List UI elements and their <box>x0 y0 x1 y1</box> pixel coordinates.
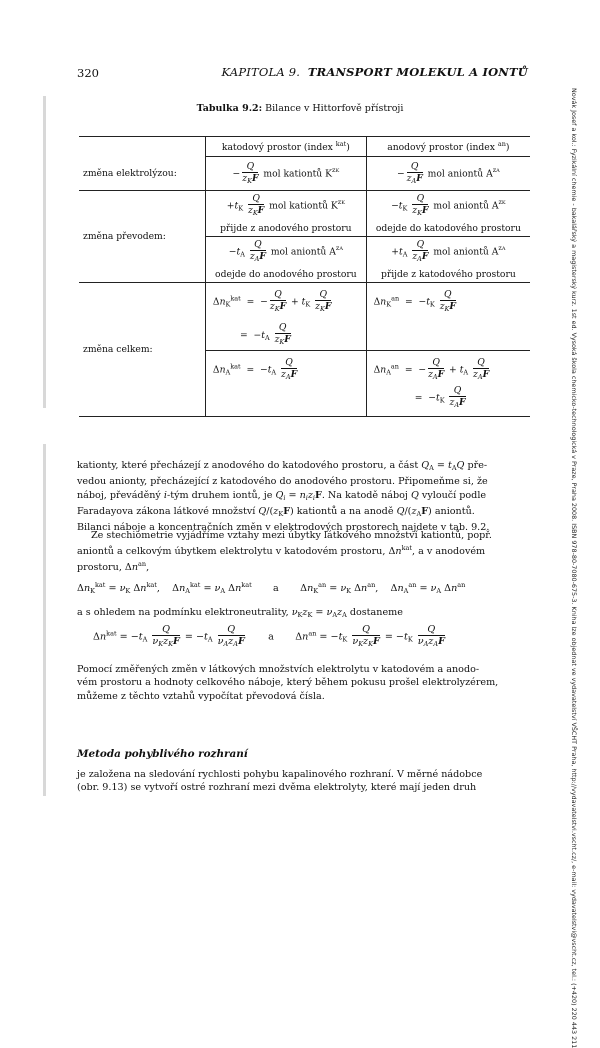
cell-total-cathode-K2: = $-t_A$ $\frac{Q}{z_KF}$ <box>206 321 367 351</box>
section-heading: Metoda pohyblivého rozhraní <box>77 748 248 760</box>
row-label-transfer: změna převodem: <box>79 191 206 283</box>
cell-to-cathode: odejde do katodového prostoru <box>366 221 530 237</box>
cell-transfer-cathode-2: $-t_A$ $\frac{Q}{z_AF}$ mol aniontů $A^{zA}$ <box>206 237 367 267</box>
page-number: 320 <box>77 66 99 80</box>
paragraph-1: kationty, které přecházejí z anodového do katodového prostoru, a část $Q_A = t_AQ$ pře- vedou anionty, přecházející z katodového do anodového prostoru. Připomeňme si, že náboj, převáděný i-tým druhem iontů, je $Q_i = n_iz_iF$. Na katodě náboj Q vyloučí podle Faradayova zákona látkové množství $Q/(z_KF)$ kationtů a na anodě $Q/(z_AF)$ aniontů. Bilanci náboje a koncentračních změn v elektrodových prostorech najdete v tab. 9.2. <box>77 460 490 534</box>
sidebar-note <box>566 88 578 1048</box>
margin-bar-bottom <box>43 444 46 796</box>
margin-bar-top <box>43 96 46 408</box>
and-word-2: a <box>268 631 274 643</box>
cell-total-anode-A: $\Delta n_A^{an}$ = − $\frac{Q}{z_AF}$ + $t_A$ $\frac{Q}{z_AF}$ = $-t_K$ $\frac{Q}{z_AF}$ <box>366 351 530 417</box>
paragraph-2-cont: aniontů a celkovým úbytkem elektrolytu v katodovém prostoru, $\Delta n^{kat}$, a v anodovém prostoru, $\Delta n^{an}$, <box>77 544 486 574</box>
cell-electrolysis-anode: − $\frac{Q}{z_AF}$ mol aniontů $A^{zA}$ <box>366 157 530 191</box>
row-label-electrolysis: změna elektrolýzou: <box>79 157 206 191</box>
equation-total-change: $\Delta n^{kat} = -t_A$ $\frac{Q}{\nu_Kz_KF}$ = $-t_A$ $\frac{Q}{\nu_Az_AF}$ a $\Delta n^{an} = -t_K$ $\frac{Q}{\nu_Kz_KF}$ = $-t_K$ $\frac{Q}{\nu_Az_AF}$ <box>93 624 445 648</box>
paragraph-5: je založena na sledování rychlosti pohybu kapalinového rozhraní. V měrné nádobce (obr. 9.13) se vytvoří ostré rozhraní mezi dvěma elektrolyty, které mají jeden druh <box>77 769 483 794</box>
cell-total-anode-spacer <box>366 321 530 351</box>
cell-electrolysis-cathode: − $\frac{Q}{z_KF}$ mol kationtů $K^{zK}$ <box>206 157 367 191</box>
equation-stoichiometry: $\Delta n_K^{kat} = \nu_K$ $\Delta n^{kat}$, $\Delta n_A^{kat} = \nu_A$ $\Delta n^{kat}$ a $\Delta n_K^{an} = \nu_K$ $\Delta n^{an}$, $\Delta n_A^{an} = \nu_A$ $\Delta n^{an}$ <box>77 581 466 595</box>
paragraph-2: Ze stechiometrie vyjádříme vztahy mezi úbytky látkového množství kationtů, popř. <box>91 530 492 541</box>
row-label-total: změna celkem: <box>79 283 206 417</box>
sidebar-note-text: Novák Josef a kol.: Fyzikální chemie - bakalářský a magisterský kurz. 1st ed. Vysoká škola chemicko-technologická v Praze, Praha 2008. ISBN 978-80-7080-675-3. Kniha lze objednat ve vydavatelství VŠCHT Praha, http://vydavatelstvi.vscht.cz/, e-mail: vydavatelstvi@vscht.cz, tel.: (+420) 220 443 211 <box>570 88 578 1048</box>
cell-total-cathode-A: $\Delta n_A^{kat} = -t_A$ $\frac{Q}{z_AF}$ <box>206 351 367 417</box>
paragraph-4: Pomocí změřených změn v látkových množstvích elektrolytu v katodovém a anodo- vém prostoru a hodnoty celkového náboje, který během pokusu prošel elektrolyzérem, můžeme z těchto vztahů vypočítat převodová čísla. <box>77 664 499 702</box>
chapter-label: KAPITOLA 9. <box>221 65 301 79</box>
cell-from-cathode: přijde z katodového prostoru <box>366 267 530 283</box>
cell-to-anode: odejde do anodového prostoru <box>206 267 367 283</box>
cell-transfer-cathode-1: $+t_K$ $\frac{Q}{z_KF}$ mol kationtů $K^{zK}$ <box>206 191 367 221</box>
caption-label: Tabulka 9.2: <box>196 103 263 114</box>
table-caption <box>0 103 600 114</box>
col-header-anode: anodový prostor (index $^{an}$) <box>366 137 530 157</box>
cell-transfer-anode-2: $+t_A$ $\frac{Q}{z_AF}$ mol aniontů $A^{zA}$ <box>366 237 530 267</box>
running-header <box>222 65 528 79</box>
caption-text: Bilance v Hittorfově přístroji <box>265 103 404 114</box>
col-header-cathode: katodový prostor (index $^{kat}$) <box>206 137 367 157</box>
and-word-1: a <box>273 583 279 594</box>
cell-total-cathode-K: $\Delta n_K^{kat}$ = − $\frac{Q}{z_KF}$ + $t_K$ $\frac{Q}{z_KF}$ <box>206 283 367 321</box>
cell-total-anode-K: $\Delta n_K^{an} = -t_K$ $\frac{Q}{z_KF}$ <box>366 283 530 321</box>
cell-transfer-anode-1: $-t_K$ $\frac{Q}{z_KF}$ mol aniontů $A^{zK}$ <box>366 191 530 221</box>
balance-table <box>79 136 530 417</box>
cell-from-anode: přijde z anodového prostoru <box>206 221 367 237</box>
chapter-title: TRANSPORT MOLEKUL A IONTŮ <box>307 65 528 79</box>
paragraph-3: a s ohledem na podmínku elektroneutrality, $\nu_Kz_K = \nu_Az_A$ dostaneme <box>77 607 403 619</box>
